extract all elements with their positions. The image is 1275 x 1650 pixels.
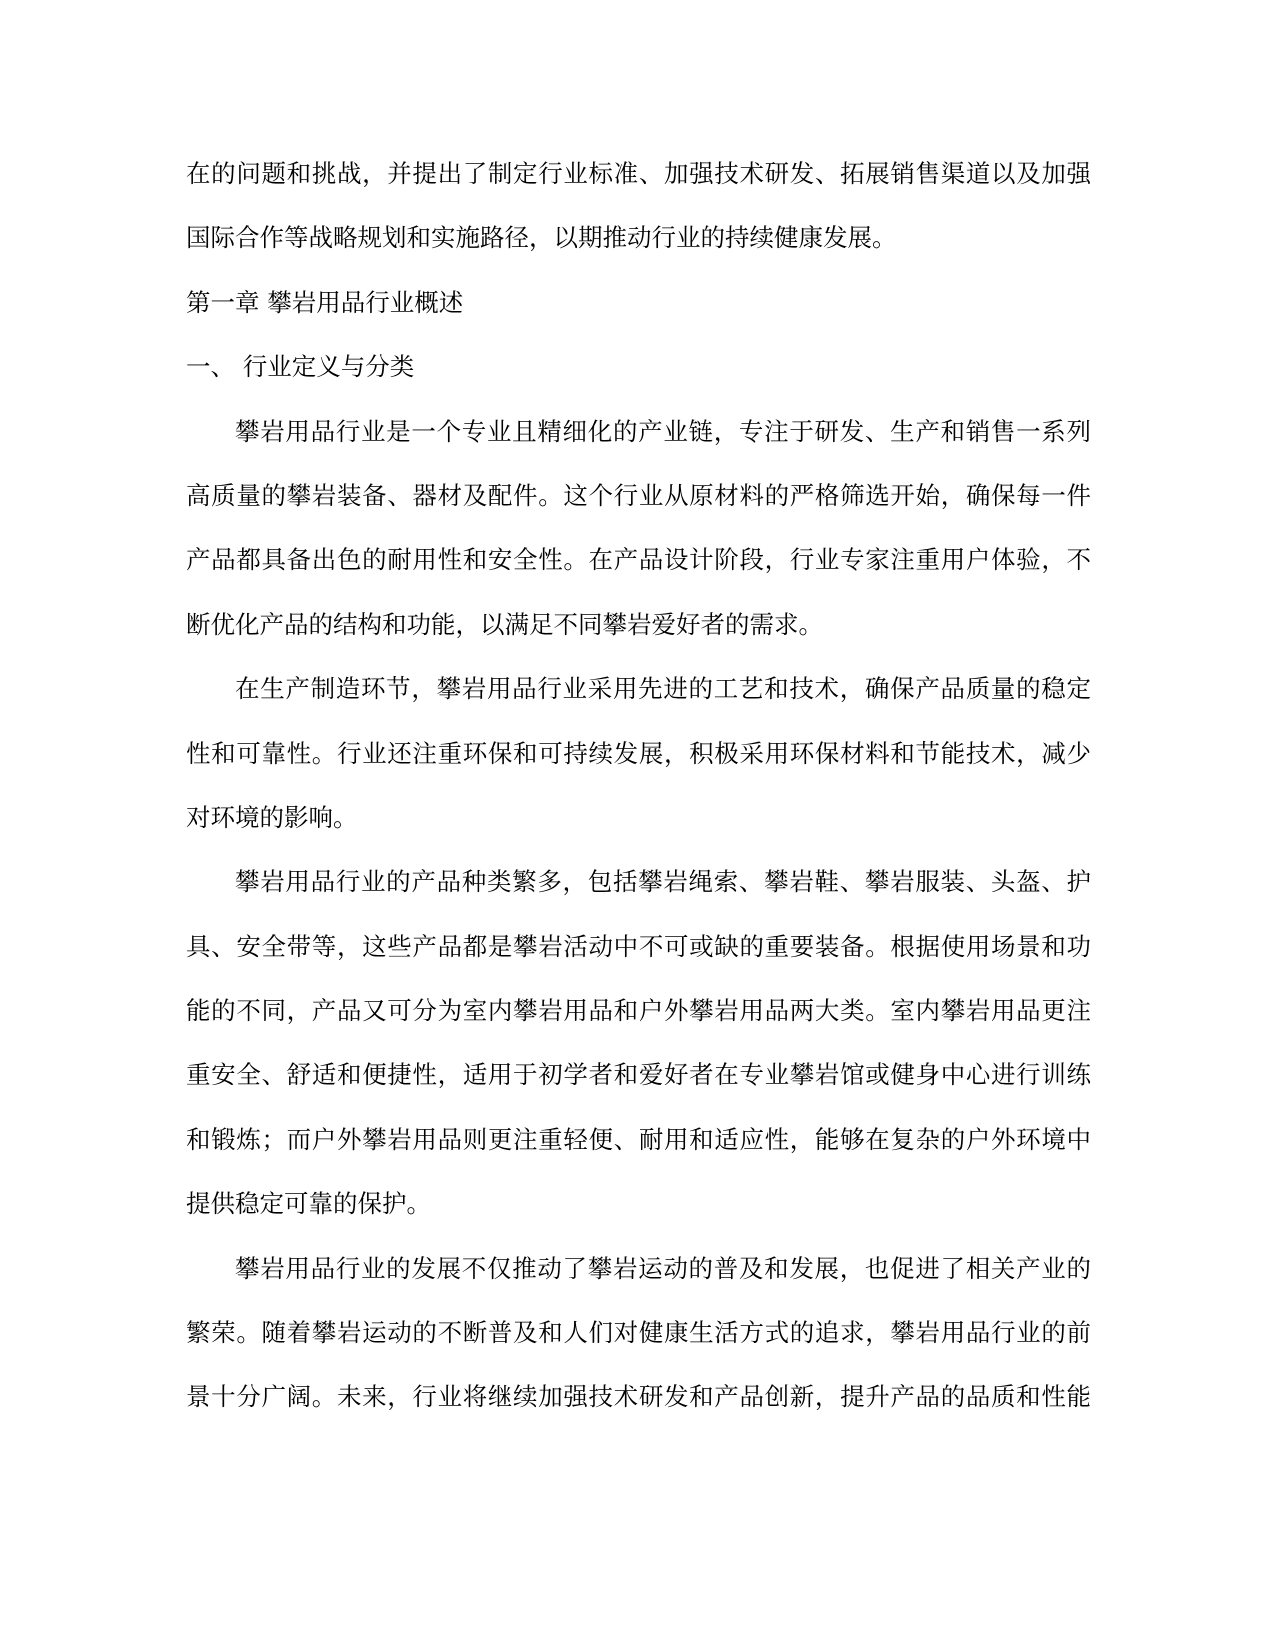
- text-line: 能的不同，产品又可分为室内攀岩用品和户外攀岩用品两大类。室内攀岩用品更注: [186, 996, 1091, 1026]
- text-line: 提供稳定可靠的保护。: [186, 1189, 431, 1219]
- text-line: 国际合作等战略规划和实施路径，以期推动行业的持续健康发展。: [186, 223, 897, 253]
- text-line: 景十分广阔。未来，行业将继续加强技术研发和产品创新，提升产品的品质和性能: [186, 1382, 1091, 1412]
- section-heading: 一、 行业定义与分类: [186, 352, 415, 382]
- text-line: 攀岩用品行业的产品种类繁多，包括攀岩绳索、攀岩鞋、攀岩服装、头盔、护: [235, 867, 1091, 897]
- text-line: 性和可靠性。行业还注重环保和可持续发展，积极采用环保材料和节能技术，减少: [186, 738, 1091, 768]
- text-line: 繁荣。随着攀岩运动的不断普及和人们对健康生活方式的追求，攀岩用品行业的前: [186, 1318, 1091, 1348]
- text-line: 具、安全带等，这些产品都是攀岩活动中不可或缺的重要装备。根据使用场景和功: [186, 931, 1091, 961]
- text-line: 重安全、舒适和便捷性，适用于初学者和爱好者在专业攀岩馆或健身中心进行训练: [186, 1060, 1091, 1090]
- text-line: 断优化产品的结构和功能，以满足不同攀岩爱好者的需求。: [186, 609, 823, 639]
- text-line: 攀岩用品行业是一个专业且精细化的产业链，专注于研发、生产和销售一系列: [235, 416, 1091, 446]
- text-block: [186, 142, 1091, 1430]
- text-line: 攀岩用品行业的发展不仅推动了攀岩运动的普及和发展，也促进了相关产业的: [235, 1253, 1091, 1283]
- text-line: 高质量的攀岩装备、器材及配件。这个行业从原材料的严格筛选开始，确保每一件: [186, 480, 1091, 510]
- text-line: 对环境的影响。: [186, 802, 358, 832]
- text-line: 和锻炼；而户外攀岩用品则更注重轻便、耐用和适应性，能够在复杂的户外环境中: [186, 1124, 1091, 1154]
- text-line: 在的问题和挑战，并提出了制定行业标准、加强技术研发、拓展销售渠道以及加强: [186, 159, 1091, 188]
- chapter-heading: 第一章 攀岩用品行业概述: [186, 287, 464, 317]
- text-line: 产品都具备出色的耐用性和安全性。在产品设计阶段，行业专家注重用户体验，不: [186, 545, 1091, 575]
- text-line: 在生产制造环节，攀岩用品行业采用先进的工艺和技术，确保产品质量的稳定: [235, 674, 1091, 704]
